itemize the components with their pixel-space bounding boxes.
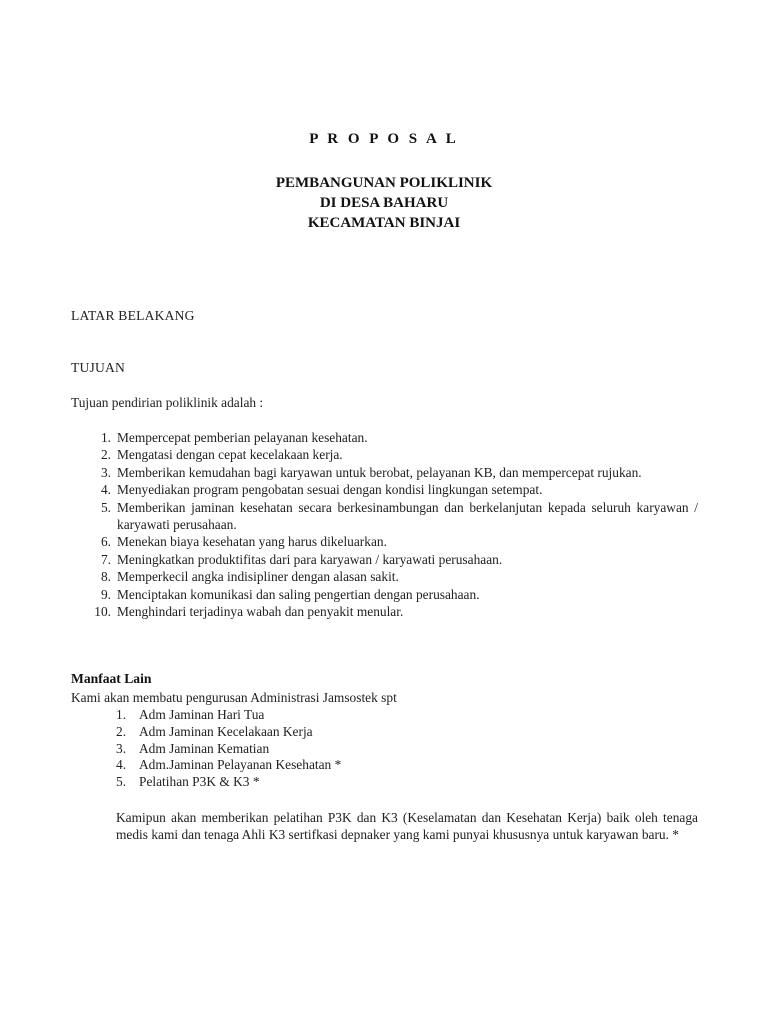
list-item <box>71 533 698 550</box>
list-item-text: Mempercepat pemberian pelayanan kesehatan. <box>117 430 368 445</box>
list-item-number: 4. <box>100 482 111 498</box>
list-item-number: 6. <box>100 534 111 550</box>
list-item <box>116 774 341 791</box>
list-item <box>116 707 341 724</box>
subtitle-line: PEMBANGUNAN POLIKLINIK <box>275 175 493 191</box>
subtitle-line: KECAMATAN BINJAI <box>307 215 461 231</box>
list-item-number: 9. <box>100 586 111 602</box>
list-item <box>116 724 341 741</box>
list-item <box>71 603 698 620</box>
list-item <box>71 551 698 568</box>
manfaat-intro: Kami akan membatu pengurusan Administrasi Jamsostek spt <box>71 690 397 705</box>
list-item-number: 10. <box>94 604 111 620</box>
list-item-number: 5. <box>116 774 127 790</box>
tujuan-list <box>71 429 698 620</box>
section-heading-manfaat-lain: Manfaat Lain <box>71 671 152 686</box>
list-item-number: 4. <box>116 757 127 773</box>
list-item-text: Adm.Jaminan Pelayanan Kesehatan * <box>139 757 342 773</box>
closing-paragraph: Kamipun akan memberikan pelatihan P3K dan K3 (Keselamatan dan Kesehatan Kerja) baik oleh tenaga medis kami dan tenaga Ahli K3 sertifkasi depnaker yang kami punyai khususnya untuk karyawan baru. * <box>116 810 698 843</box>
list-item-text: Memperkecil angka indisipliner dengan alasan sakit. <box>117 569 399 585</box>
list-item <box>116 757 341 774</box>
list-item <box>71 499 698 534</box>
list-item-number: 3. <box>100 464 111 480</box>
list-item-number: 5. <box>100 499 111 515</box>
list-item-number: 7. <box>100 551 111 567</box>
list-item-text: Adm Jaminan Kematian <box>139 740 270 756</box>
list-item <box>71 481 698 498</box>
list-item-text: Meningkatkan produktifitas dari para karyawan / karyawati perusahaan. <box>117 551 503 567</box>
list-item-text: Memberikan jaminan kesehatan secara berkesinambungan dan berkelanjutan kepada seluruh karyawan / karyawati perusahaan. <box>117 499 698 533</box>
list-item-text: Pelatihan P3K & K3 * <box>139 774 260 790</box>
tujuan-intro: Tujuan pendirian poliklinik adalah : <box>71 395 264 410</box>
list-item <box>116 741 341 758</box>
list-item-text: Adm Jaminan Hari Tua <box>139 707 265 722</box>
list-item-number: 1. <box>116 707 127 722</box>
list-item-text: Menciptakan komunikasi dan saling pengertian dengan perusahaan. <box>117 586 480 602</box>
list-item-number: 8. <box>100 569 111 585</box>
list-item-number: 1. <box>100 430 111 445</box>
list-item-number: 2. <box>100 447 111 463</box>
document-subtitle <box>0 173 768 233</box>
list-item-text: Menekan biaya kesehatan yang harus dikeluarkan. <box>117 534 387 550</box>
list-item-text: Adm Jaminan Kecelakaan Kerja <box>139 723 313 739</box>
list-item <box>71 429 698 446</box>
list-item <box>71 446 698 463</box>
list-item <box>71 568 698 585</box>
section-heading-tujuan: TUJUAN <box>71 360 126 375</box>
subtitle-line: DI DESA BAHARU <box>319 195 449 211</box>
list-item-text: Menyediakan program pengobatan sesuai dengan kondisi lingkungan setempat. <box>117 482 543 498</box>
list-item-text: Memberikan kemudahan bagi karyawan untuk berobat, pelayanan KB, dan mempercepat rujukan. <box>117 464 642 480</box>
section-heading-latar-belakang: LATAR BELAKANG <box>71 308 195 323</box>
list-item <box>71 586 698 603</box>
list-item-text: Menghindari terjadinya wabah dan penyakit menular. <box>117 604 404 620</box>
list-item <box>71 464 698 481</box>
manfaat-list <box>116 707 341 791</box>
list-item-number: 2. <box>116 723 127 739</box>
document-title: P R O P O S A L <box>309 131 459 147</box>
list-item-text: Mengatasi dengan cepat kecelakaan kerja. <box>117 447 343 463</box>
list-item-number: 3. <box>116 740 127 756</box>
